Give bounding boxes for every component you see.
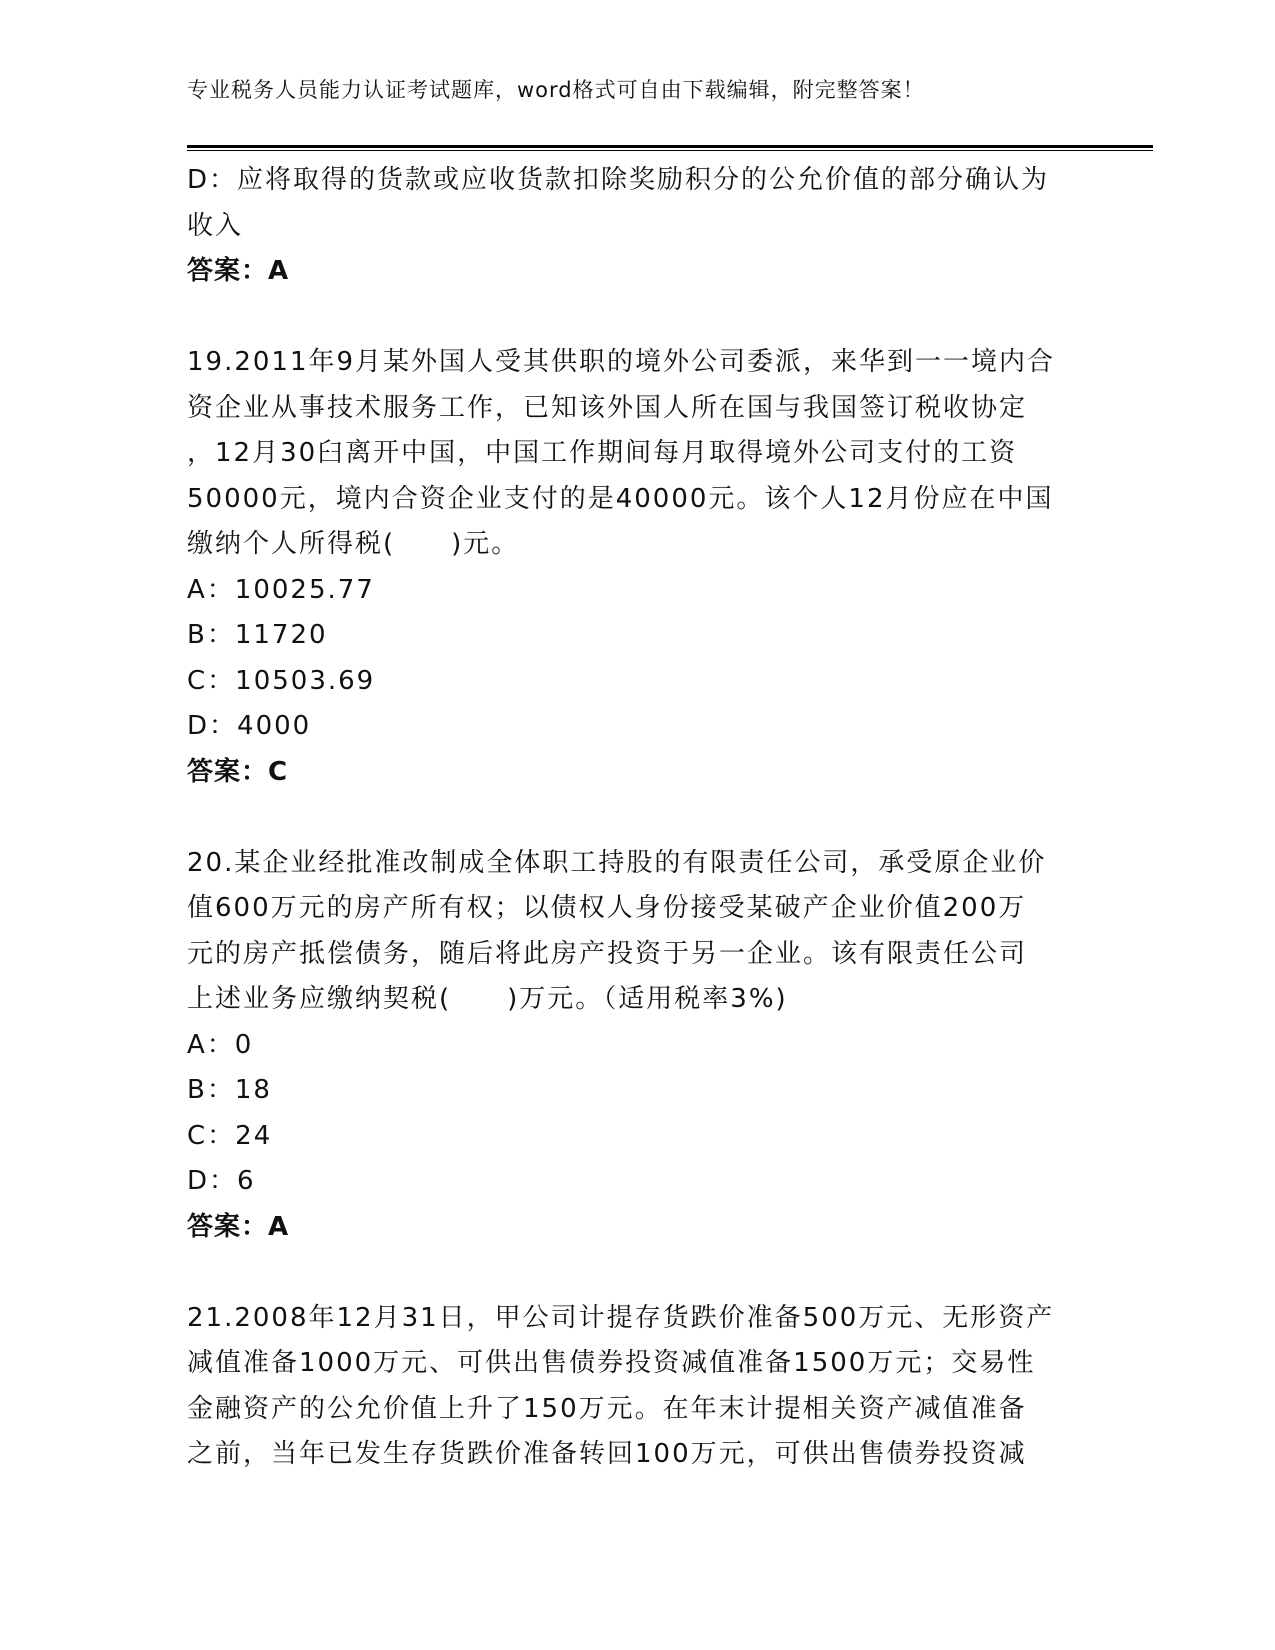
q21-stem-line-1: 21.2008年12月31日，甲公司计提存货跌价准备500万元、无形资产 [187, 1302, 1055, 1333]
q20-stem-line-4: 上述业务应缴纳契税( )万元。（适用税率3%) [187, 984, 788, 1014]
q19-answer: 答案：C [187, 756, 289, 787]
q20-stem-line-2: 值600万元的房产所有权；以债权人身份接受某破产企业价值200万 [187, 893, 1027, 923]
q20-answer: 答案：A [187, 1211, 290, 1242]
q19-option-c: C：10503.69 [187, 665, 376, 696]
q21-stem-line-3: 金融资产的公允价值上升了150万元。在年末计提相关资产减值准备 [187, 1393, 1027, 1424]
spacer [187, 295, 1087, 341]
question-content [187, 158, 1087, 1478]
q20-stem-line-3: 元的房产抵偿债务，随后将此房产投资于另一企业。该有限责任公司 [187, 938, 1028, 969]
q20-stem-line-1: 20.某企业经批准改制成全体职工持股的有限责任公司，承受原企业价 [187, 847, 1047, 878]
q20-option-a: A：0 [187, 1029, 254, 1060]
prev-answer: 答案：A [187, 256, 290, 286]
spacer [187, 795, 1087, 841]
q19-stem-line-4: 50000元，境内合资企业支付的是40000元。该个人12月份应在中国 [187, 483, 1054, 514]
prev-option-d-line-1: D：应将取得的货款或应收货款扣除奖励积分的公允价值的部分确认为 [187, 165, 1050, 195]
q19-stem-line-3: ，12月30臼离开中国，中国工作期间每月取得境外公司支付的工资 [187, 438, 1018, 468]
q19-stem-line-5: 缴纳个人所得税( )元。 [187, 529, 520, 559]
q19-stem-line-2: 资企业从事技术服务工作，已知该外国人所在国与我国签订税收协定 [187, 392, 1028, 423]
q20-option-b: B：18 [187, 1075, 272, 1105]
header-rule-thin [187, 150, 1153, 151]
q20-option-d: D：6 [187, 1166, 256, 1196]
q19-option-d: D：4000 [187, 711, 312, 741]
q21-stem-line-4: 之前，当年已发生存货跌价准备转回100万元，可供出售债券投资减 [187, 1439, 1027, 1469]
q20-option-c: C：24 [187, 1120, 273, 1151]
q19-option-a: A：10025.77 [187, 574, 375, 605]
q19-option-b: B：11720 [187, 620, 328, 650]
header-rule-thick [187, 145, 1153, 148]
q19-stem-line-1: 19.2011年9月某外国人受其供职的境外公司委派，来华到一一境内合 [187, 347, 1056, 377]
spacer [187, 1250, 1087, 1296]
page-header: 专业税务人员能力认证考试题库，word格式可自由下载编辑，附完整答案！ [187, 78, 925, 102]
prev-option-d-line-2: 收入 [187, 210, 244, 241]
q21-stem-line-2: 减值准备1000万元、可供出售债券投资减值准备1500万元；交易性 [187, 1348, 1036, 1378]
